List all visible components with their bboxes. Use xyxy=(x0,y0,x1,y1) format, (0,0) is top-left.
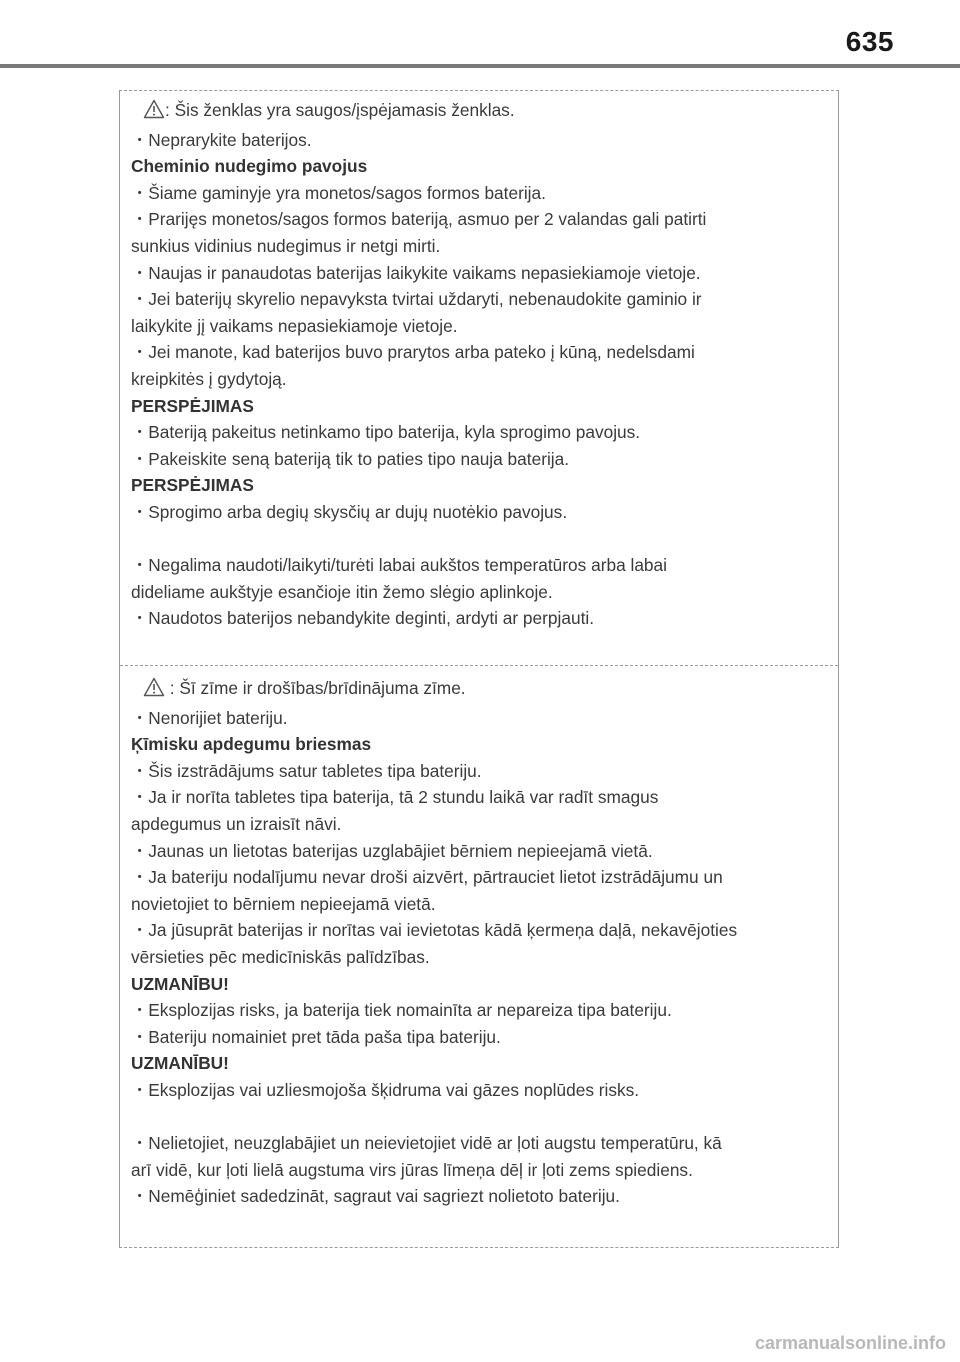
lt-line-2: ・Šiame gaminyje yra monetos/sagos formos baterija. xyxy=(131,182,546,203)
lt-line-7: ・Bateriją pakeitus netinkamo tipo baterija, kyla sprogimo pavojus. xyxy=(131,422,641,443)
lv-line-4: ・Jaunas un lietotas baterijas uzglabājiet bērniem nepieejamā vietā. xyxy=(131,840,653,861)
lv-line-2: ・Šis izstrādājums satur tabletes tipa bateriju. xyxy=(131,760,482,781)
lv-heading-warning-2: UZMANĪBU! xyxy=(131,1053,229,1074)
latvian-section xyxy=(131,675,830,1210)
page-number: 635 xyxy=(845,26,894,57)
lv-line-3b: apdegumus un izraisīt nāvi. xyxy=(131,813,342,834)
symbol-note-text: : Šī zīme ir drošības/brīdinājuma zīme. xyxy=(165,678,466,698)
lv-line-9: ・Eksplozijas vai uzliesmojoša šķidruma vai gāzes noplūdes risks. xyxy=(131,1079,640,1100)
lv-line-6b: vērsieties pēc medicīniskās palīdzības. xyxy=(131,946,430,967)
lv-line-11: ・Nemēģiniet sadedzināt, sagraut vai sagriezt nolietoto bateriju. xyxy=(131,1186,620,1207)
lt-heading-chemical: Cheminio nudegimo pavojus xyxy=(131,156,368,177)
lt-line-10a: ・Negalima naudoti/laikyti/turėti labai aukštos temperatūros arba labai xyxy=(131,555,667,576)
lithuanian-section xyxy=(131,97,830,632)
lv-line-5a: ・Ja bateriju nodalījumu nevar droši aizvērt, pārtrauciet lietot izstrādājumu un xyxy=(131,867,723,888)
lv-line-6a: ・Ja jūsuprāt baterijas ir norītas vai ievietotas kādā ķermeņa daļā, nekavējoties xyxy=(131,920,738,941)
lv-line-1: ・Nenorijiet bateriju. xyxy=(131,707,288,728)
symbol-note-text: : Šis ženklas yra saugos/įspėjamasis ženklas. xyxy=(165,100,515,120)
warning-triangle-icon xyxy=(143,99,165,127)
site-watermark: carmanualsonline.info xyxy=(754,1333,946,1353)
battery-warning-box xyxy=(119,90,839,1248)
warning-triangle-icon xyxy=(143,677,165,705)
lt-line-6a: ・Jei manote, kad baterijos buvo prarytos arba pateko į kūną, nedelsdami xyxy=(131,342,695,363)
lv-line-3a: ・Ja ir norīta tabletes tipa baterija, tā 2 stundu laikā var radīt smagus xyxy=(131,787,659,808)
lt-heading-warning-2: PERSPĖJIMAS xyxy=(131,475,254,496)
lt-line-9: ・Sprogimo arba degių skysčių ar dujų nuotėkio pavojus. xyxy=(131,501,568,522)
symbol-note xyxy=(131,675,830,705)
lt-line-3a: ・Prarijęs monetos/sagos formos bateriją, asmuo per 2 valandas gali patirti xyxy=(131,209,707,230)
header-rule xyxy=(0,64,960,68)
lv-line-10b: arī vidē, kur ļoti lielā augstuma virs jūras līmeņa dēļ ir ļoti zems spiediens. xyxy=(131,1159,693,1180)
lt-line-5b: laikykite jį vaikams nepasiekiamoje vietoje. xyxy=(131,315,458,336)
lt-line-11: ・Naudotos baterijos nebandykite deginti, ardyti ar perpjauti. xyxy=(131,608,595,629)
lt-line-10b: dideliame aukštyje esančioje itin žemo slėgio aplinkoje. xyxy=(131,581,553,602)
lv-line-7: ・Eksplozijas risks, ja baterija tiek nomainīta ar nepareiza tipa bateriju. xyxy=(131,1000,672,1021)
lt-line-6b: kreipkitės į gydytoją. xyxy=(131,368,287,389)
lt-line-8: ・Pakeiskite seną bateriją tik to paties tipo nauja baterija. xyxy=(131,448,570,469)
lt-line-1: ・Neprarykite baterijos. xyxy=(131,129,312,150)
lt-line-5a: ・Jei baterijų skyrelio nepavyksta tvirtai uždaryti, nebenaudokite gaminio ir xyxy=(131,289,702,310)
lv-line-10a: ・Nelietojiet, neuzglabājiet un neievietojiet vidē ar ļoti augstu temperatūru, kā xyxy=(131,1133,722,1154)
lt-line-3b: sunkius vidinius nudegimus ir netgi mirti. xyxy=(131,235,441,256)
lv-heading-warning-1: UZMANĪBU! xyxy=(131,973,229,994)
spacer xyxy=(131,526,830,553)
section-divider xyxy=(120,665,838,666)
lt-heading-warning-1: PERSPĖJIMAS xyxy=(131,395,254,416)
spacer xyxy=(131,1104,830,1131)
lv-heading-chemical: Ķīmisku apdegumu briesmas xyxy=(131,734,372,755)
lv-line-5b: novietojiet to bērniem nepieejamā vietā. xyxy=(131,893,436,914)
lt-line-4: ・Naujas ir panaudotas baterijas laikykite vaikams nepasiekiamoje vietoje. xyxy=(131,262,701,283)
symbol-note xyxy=(131,97,830,127)
lv-line-8: ・Bateriju nomainiet pret tāda paša tipa bateriju. xyxy=(131,1026,501,1047)
